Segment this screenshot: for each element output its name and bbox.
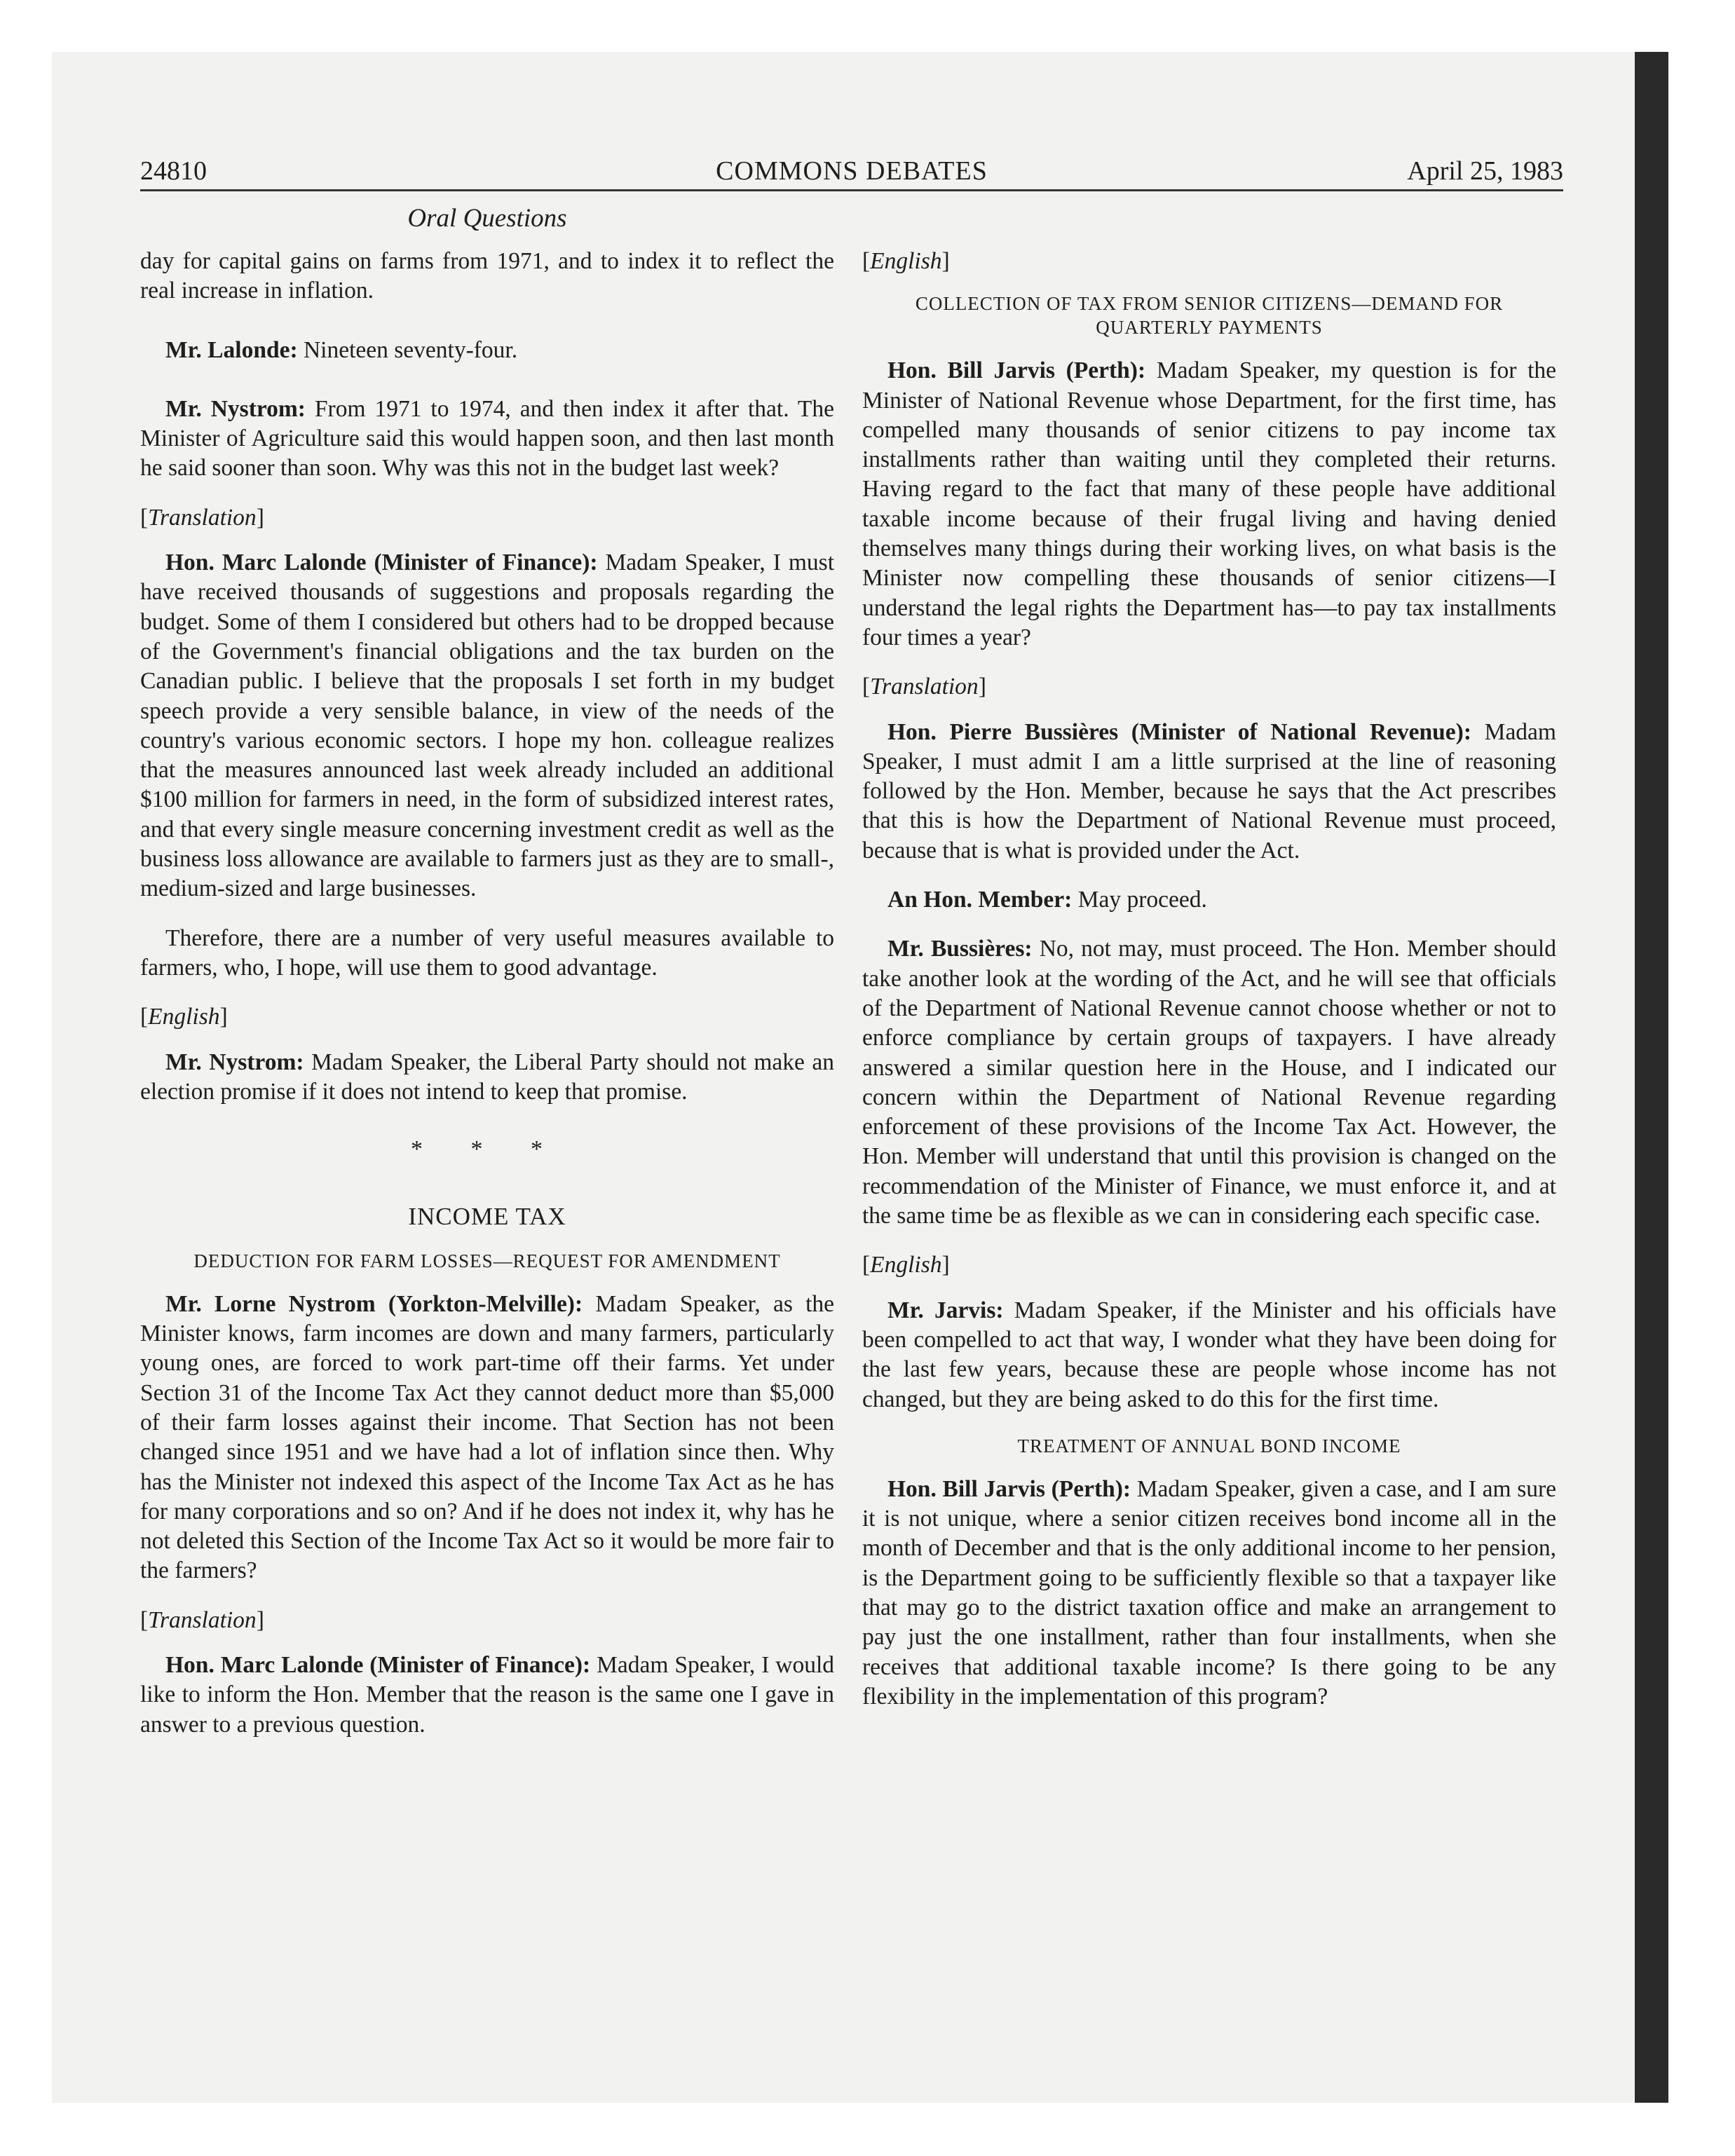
speech-text: Madam Speaker, as the Minister knows, farm incomes are down and many farmers, particularly young ones, are forced to work part-time off their farms. Yet under Section 31 of the Income Tax Act they cannot deduct more than $5,000 of their farm losses against their income. That Section has not been changed since 1951 and we have had a lot of inflation since then. Why has the Minister not indexed this aspect of the Income Tax Act as he has for many corporations and so on? And if he does not index it, why has he not deleted this Section of the Income Tax Act so it would be more fair to the farmers?	[140, 1290, 835, 1584]
speaker-name: Hon. Pierre Bussières (Minister of National Revenue):	[887, 718, 1471, 745]
scan-edge-shadow	[1635, 52, 1668, 2103]
language-marker: [English]	[862, 1252, 950, 1278]
speaker-name: Hon. Bill Jarvis (Perth):	[887, 357, 1146, 384]
page-number: 24810	[140, 156, 207, 186]
speech-text: Nineteen seventy-four.	[297, 336, 518, 363]
paragraph	[862, 1475, 1556, 1712]
paragraph	[140, 1290, 834, 1586]
paragraph	[140, 548, 834, 904]
paragraph	[862, 885, 1556, 915]
right-column	[862, 247, 1556, 1731]
speaker-name: An Hon. Member:	[887, 887, 1073, 913]
language-marker: [Translation]	[140, 504, 264, 531]
language-marker: [English]	[140, 1004, 228, 1030]
paragraph	[140, 1048, 834, 1107]
section-label: Oral Questions	[407, 204, 567, 233]
subject-heading: INCOME TAX	[408, 1203, 566, 1231]
paragraph	[140, 1651, 834, 1740]
topic-heading: TREATMENT OF ANNUAL BOND INCOME	[1017, 1435, 1401, 1456]
language-marker: [English]	[862, 248, 950, 274]
speaker-name: Mr. Lorne Nystrom (Yorkton-Melville):	[165, 1290, 583, 1317]
language-marker: [Translation]	[862, 674, 986, 700]
speaker-name: Hon. Bill Jarvis (Perth):	[887, 1475, 1131, 1502]
topic-heading: COLLECTION OF TAX FROM SENIOR CITIZENS—DEMAND FOR QUARTERLY PAYMENTS	[915, 293, 1504, 339]
language-marker: [Translation]	[140, 1606, 264, 1633]
paragraph: day for capital gains on farms from 1971, and to index it to reflect the real increase in inflation.	[140, 248, 834, 304]
speaker-name: Mr. Lalonde:	[165, 336, 298, 363]
speaker-name: Mr. Nystrom:	[165, 1049, 304, 1075]
topic-heading: DEDUCTION FOR FARM LOSSES—REQUEST FOR AMENDMENT	[193, 1250, 781, 1271]
left-column	[140, 247, 834, 1759]
speaker-name: Mr. Nystrom:	[165, 395, 306, 422]
speech-text: Madam Speaker, I must have received thousands of suggestions and proposals regarding the budget. Some of them I considered but others had to be dropped because of the Government's financial obligations and the tax burden on the Canadian public. I believe that the proposals I set forth in my budget speech provide a very sensible balance, in view of the needs of the country's various economic sectors. I hope my hon. colleague realizes that the measures announced last week already included an additional $100 million for farmers in need, in the form of subsidized interest rates, and that every single measure concerning investment credit as well as the business loss allowance are available to farmers just as they are to small-, medium-sized and large businesses.	[140, 550, 834, 902]
speaker-name: Mr. Bussières:	[887, 936, 1033, 962]
speech-text: Madam Speaker, I must admit I am a little surprised at the line of reasoning followed by the Hon. Member, because he says that the Act prescribes that this is how the Department of National Revenue must proceed, because that is what is provided under the Act.	[862, 718, 1556, 864]
page-header	[140, 156, 1563, 191]
speech-text: May proceed.	[1072, 887, 1207, 913]
speech-text: Madam Speaker, my question is for the Minister of National Revenue whose Department, for the first time, has compelled many thousands of senior citizens to pay income tax installments rather than waiting until they completed their returns. Having regard to the fact that many of these people have additional taxable income because of their frugal living and having denied themselves many things during their working lives, on what basis is the Minister now compelling these thousands of senior citizens—I understand the legal rights the Department has—to pay tax installments four times a year?	[862, 357, 1556, 650]
header-rule	[140, 189, 1563, 191]
speech-text: From 1971 to 1974, and then index it after that. The Minister of Agriculture said this would happen soon, and then last month he said sooner than soon. Why was this not in the budget last week?	[140, 395, 834, 482]
publication-title: COMMONS DEBATES	[716, 156, 988, 186]
speaker-name: Hon. Marc Lalonde (Minister of Finance):	[165, 550, 598, 576]
paragraph	[140, 336, 834, 365]
paragraph	[862, 356, 1556, 653]
paragraph	[862, 934, 1556, 1231]
page-date: April 25, 1983	[1407, 156, 1563, 186]
paragraph: Therefore, there are a number of very useful measures available to farmers, who, I hope, will use them to good advantage.	[140, 925, 834, 981]
section-divider-stars: * * *	[411, 1136, 564, 1163]
paragraph	[862, 1296, 1556, 1414]
speech-text: Madam Speaker, I would like to inform the Hon. Member that the reason is the same one I gave in answer to a previous question.	[140, 1651, 835, 1738]
paragraph	[862, 718, 1556, 866]
speech-text: No, not may, must proceed. The Hon. Member should take another look at the wording of the Act, and he will see that officials of the Department of National Revenue cannot choose whether or not to enforce compliance by certain groups of taxpayers. I have already answered a similar question here in the House, and I indicated our concern within the Department of National Revenue regarding enforcement of these provisions of the Income Tax Act. However, the Hon. Member will understand that until this provision is changed on the recommendation of the Minister of Finance, we must enforce it, and at the same time be as flexible as we can in considering each specific case.	[862, 936, 1556, 1229]
speaker-name: Mr. Jarvis:	[887, 1297, 1004, 1323]
paragraph	[140, 395, 834, 484]
speech-text: Madam Speaker, given a case, and I am sure it is not unique, where a senior citizen receives bond income all in the month of December and that is the only additional income to her pension, is the Department going to be sufficiently flexible so that a taxpayer like that may go to the district taxation office and make an arrangement to pay just the one installment, rather than four installments, when she receives that additional taxable income? Is there going to be any flexibility in the implementation of this program?	[862, 1475, 1556, 1710]
speech-text: Madam Speaker, the Liberal Party should not make an election promise if it does not intend to keep that promise.	[140, 1049, 835, 1105]
speech-text: Madam Speaker, if the Minister and his officials have been compelled to act that way, I wonder what they have been doing for the last few years, because these are people whose income has not changed, but they are being asked to do this for the first time.	[862, 1297, 1556, 1412]
speaker-name: Hon. Marc Lalonde (Minister of Finance):	[165, 1651, 591, 1678]
